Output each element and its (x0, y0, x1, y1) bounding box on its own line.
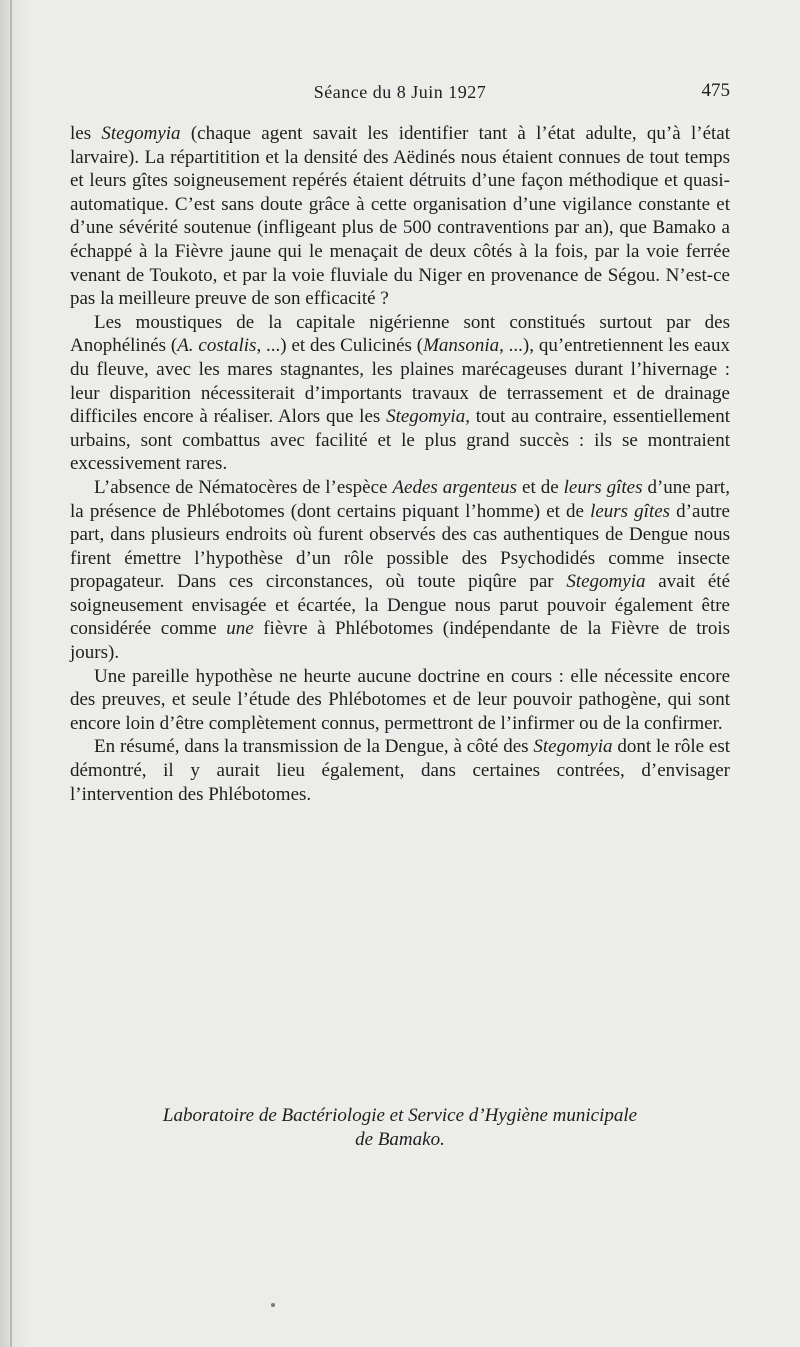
italic-term: A. costalis (177, 335, 257, 357)
text-run: , tout au contraire, essentiellement urbains, sont combattus avec facilité et le plus grand succès : ils se montraient excessivement rares. (70, 406, 730, 475)
italic-term: Stegomyia (386, 406, 466, 428)
text-run: d’autre part, dans plusieurs endroits où furent observés des cas authentiques de Dengue nous firent émettre l’hypothèse d’un rôle possible des Psychodidés comme insecte propagateur. Dans ces circonstances, où toute piqûre par (70, 500, 730, 593)
article-body (70, 122, 730, 806)
paragraph (70, 665, 730, 736)
text-run: et de (517, 476, 564, 498)
header-title: Séance du 8 Juin 1927 (313, 82, 487, 102)
italic-term: une (226, 618, 254, 640)
italic-term: leurs gîtes (590, 500, 671, 522)
signature-block (70, 1104, 730, 1151)
paragraph (70, 122, 730, 311)
paragraph (70, 311, 730, 476)
italic-term: Stegomyia (533, 736, 613, 758)
text-run: (chaque agent savait les identifier tant à l’état adulte, qu’à l’état larvaire). La répartitition et la densité des Aëdinés nous étaient connues de tout temps et leurs gîtes soigneusement repérés étaient détruits d’une façon méthodique et quasi-automatique. C’est sans doute grâce à cette organisation d’une vigilance constante et d’une sévérité soutenue (infligeant plus de 500 contraventions par an), que Bamako a échappé à la Fièvre jaune qui le menaçait de deux côtés à la fois, par la voie ferrée venant de Toukoto, et par la voie fluviale du Niger en provenance de Ségou. N’est-ce pas la meilleure preuve de son efficacité ? (70, 123, 731, 310)
text-run: En résumé, dans la transmission de la Dengue, à côté des (94, 736, 534, 758)
italic-term: Stegomyia (101, 123, 181, 144)
italic-term: Aedes argenteus (392, 476, 518, 498)
signature-line-1: Laboratoire de Bactériologie et Service d’Hygiène municipale (162, 1105, 638, 1126)
text-run: L’absence de Nématocères de l’espèce (94, 476, 393, 498)
text-run: Les moustiques de la capitale nigérienne sont constitués surtout par des Anophélinés ( (70, 311, 730, 357)
signature-line-2: de Bamako. (355, 1128, 445, 1150)
text-run: avait été soigneusement envisagée et écartée, la Dengue nous parut pouvoir également être considérée comme (70, 571, 730, 640)
text-run: les (70, 123, 102, 144)
text-run: dont le rôle est démontré, il y aurait lieu également, dans certaines contrées, d’envisager l’intervention des Phlébotomes. (70, 736, 730, 805)
text-run: , ...) et des Culicinés ( (256, 335, 424, 357)
italic-term: Stegomyia (566, 571, 646, 593)
text-run: , ...), qu’entretiennent les eaux du fleuve, avec les mares stagnantes, les plaines marécageuses durant l’hivernage : leur disparition nécessiterait d’importants travaux de terrassement et de drainage difficiles encore à réaliser. Alors que les (70, 335, 730, 428)
italic-term: Mansonia (423, 335, 500, 357)
running-header (70, 80, 730, 106)
text-run: Une pareille hypothèse ne heurte aucune doctrine en cours : elle nécessite encore des preuves, et seule l’étude des Phlébotomes et de leur pouvoir pathogène, qui sont encore loin d’être complètement connus, permettront de l’infirmer ou de la confirmer. (70, 665, 730, 734)
paragraph (70, 735, 730, 806)
page-fold-shadow (10, 0, 12, 1347)
text-run: d’une part, la présence de Phlébotomes (dont certains piquant l’homme) et de (70, 476, 730, 522)
italic-term: leurs gîtes (563, 476, 643, 498)
ink-speck (271, 1303, 275, 1307)
text-run: fièvre à Phlébotomes (indépendante de la Fièvre de trois jours). (70, 618, 730, 664)
page-number: 475 (701, 80, 730, 101)
paragraph (70, 476, 730, 665)
